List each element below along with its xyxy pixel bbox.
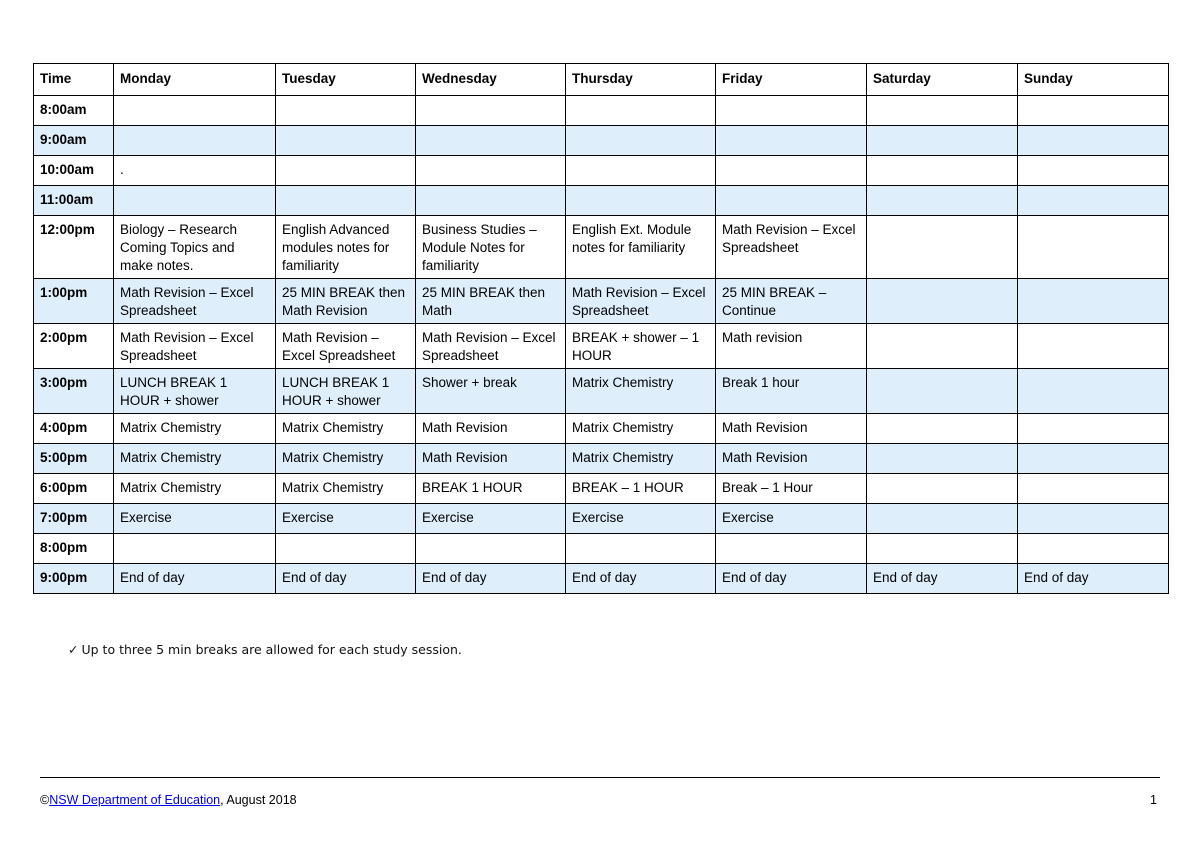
- cell-thursday: Matrix Chemistry: [566, 414, 716, 444]
- cell-thursday: [566, 186, 716, 216]
- cell-friday: Break – 1 Hour: [716, 474, 867, 504]
- cell-monday: [114, 186, 276, 216]
- cell-tuesday: Matrix Chemistry: [276, 414, 416, 444]
- time-cell: 9:00am: [34, 126, 114, 156]
- cell-saturday: [867, 216, 1018, 279]
- cell-friday: [716, 126, 867, 156]
- table-row: [34, 444, 1169, 474]
- cell-friday: Math Revision: [716, 414, 867, 444]
- cell-saturday: [867, 96, 1018, 126]
- cell-thursday: [566, 96, 716, 126]
- cell-friday: [716, 186, 867, 216]
- cell-sunday: [1018, 156, 1169, 186]
- break-note: [68, 642, 462, 657]
- cell-monday: [114, 534, 276, 564]
- page-number: 1: [1150, 793, 1157, 807]
- cell-monday: Exercise: [114, 504, 276, 534]
- table-row: [34, 324, 1169, 369]
- time-cell: 8:00am: [34, 96, 114, 126]
- cell-wednesday: Math Revision: [416, 444, 566, 474]
- cell-tuesday: 25 MIN BREAK then Math Revision: [276, 279, 416, 324]
- cell-wednesday: [416, 156, 566, 186]
- cell-monday: .: [114, 156, 276, 186]
- header-time: Time: [34, 64, 114, 96]
- time-cell: 1:00pm: [34, 279, 114, 324]
- cell-saturday: [867, 474, 1018, 504]
- nsw-department-link[interactable]: NSW Department of Education: [49, 793, 221, 807]
- table-row: [34, 474, 1169, 504]
- time-cell: 5:00pm: [34, 444, 114, 474]
- cell-wednesday: Math Revision: [416, 414, 566, 444]
- cell-friday: Math Revision: [716, 444, 867, 474]
- time-cell: 4:00pm: [34, 414, 114, 444]
- cell-monday: Matrix Chemistry: [114, 414, 276, 444]
- cell-sunday: [1018, 216, 1169, 279]
- cell-saturday: [867, 324, 1018, 369]
- time-cell: 3:00pm: [34, 369, 114, 414]
- cell-wednesday: End of day: [416, 564, 566, 594]
- cell-friday: Math revision: [716, 324, 867, 369]
- cell-thursday: Matrix Chemistry: [566, 444, 716, 474]
- header-monday: Monday: [114, 64, 276, 96]
- cell-wednesday: BREAK 1 HOUR: [416, 474, 566, 504]
- cell-friday: 25 MIN BREAK – Continue: [716, 279, 867, 324]
- header-sunday: Sunday: [1018, 64, 1169, 96]
- cell-saturday: [867, 279, 1018, 324]
- footer-copyright: [40, 793, 297, 807]
- table-row: [34, 564, 1169, 594]
- cell-sunday: [1018, 369, 1169, 414]
- cell-thursday: Matrix Chemistry: [566, 369, 716, 414]
- cell-saturday: [867, 156, 1018, 186]
- cell-monday: Math Revision – Excel Spreadsheet: [114, 279, 276, 324]
- cell-saturday: End of day: [867, 564, 1018, 594]
- cell-wednesday: Math Revision – Excel Spreadsheet: [416, 324, 566, 369]
- cell-friday: Math Revision – Excel Spreadsheet: [716, 216, 867, 279]
- cell-wednesday: 25 MIN BREAK then Math: [416, 279, 566, 324]
- cell-thursday: Math Revision – Excel Spreadsheet: [566, 279, 716, 324]
- checkmark-icon: ✓: [68, 642, 79, 657]
- cell-sunday: [1018, 126, 1169, 156]
- header-row: [34, 64, 1169, 96]
- cell-sunday: [1018, 324, 1169, 369]
- copyright-symbol: ©: [40, 793, 50, 807]
- timetable-body: [34, 96, 1169, 594]
- table-row: [34, 369, 1169, 414]
- cell-sunday: [1018, 279, 1169, 324]
- cell-tuesday: End of day: [276, 564, 416, 594]
- cell-saturday: [867, 504, 1018, 534]
- header-saturday: Saturday: [867, 64, 1018, 96]
- header-thursday: Thursday: [566, 64, 716, 96]
- table-row: [34, 279, 1169, 324]
- cell-monday: LUNCH BREAK 1 HOUR + shower: [114, 369, 276, 414]
- header-friday: Friday: [716, 64, 867, 96]
- cell-sunday: [1018, 414, 1169, 444]
- cell-friday: End of day: [716, 564, 867, 594]
- cell-saturday: [867, 186, 1018, 216]
- cell-friday: [716, 96, 867, 126]
- timetable: [33, 63, 1169, 594]
- time-cell: 12:00pm: [34, 216, 114, 279]
- cell-wednesday: Exercise: [416, 504, 566, 534]
- cell-tuesday: [276, 186, 416, 216]
- cell-friday: [716, 156, 867, 186]
- cell-tuesday: English Advanced modules notes for familiarity: [276, 216, 416, 279]
- time-cell: 8:00pm: [34, 534, 114, 564]
- cell-thursday: English Ext. Module notes for familiarity: [566, 216, 716, 279]
- cell-thursday: [566, 534, 716, 564]
- time-cell: 6:00pm: [34, 474, 114, 504]
- note-text: Up to three 5 min breaks are allowed for each study session.: [81, 642, 462, 657]
- cell-tuesday: Matrix Chemistry: [276, 474, 416, 504]
- table-row: [34, 504, 1169, 534]
- cell-monday: [114, 96, 276, 126]
- time-cell: 11:00am: [34, 186, 114, 216]
- cell-monday: [114, 126, 276, 156]
- cell-tuesday: LUNCH BREAK 1 HOUR + shower: [276, 369, 416, 414]
- cell-sunday: [1018, 96, 1169, 126]
- cell-tuesday: [276, 156, 416, 186]
- cell-monday: Matrix Chemistry: [114, 444, 276, 474]
- cell-friday: [716, 534, 867, 564]
- table-row: [34, 414, 1169, 444]
- cell-wednesday: [416, 96, 566, 126]
- footer-date: , August 2018: [220, 793, 297, 807]
- cell-thursday: [566, 126, 716, 156]
- time-cell: 10:00am: [34, 156, 114, 186]
- table-row: [34, 186, 1169, 216]
- cell-monday: Math Revision – Excel Spreadsheet: [114, 324, 276, 369]
- cell-monday: Matrix Chemistry: [114, 474, 276, 504]
- cell-wednesday: [416, 126, 566, 156]
- time-cell: 7:00pm: [34, 504, 114, 534]
- cell-saturday: [867, 534, 1018, 564]
- cell-wednesday: [416, 186, 566, 216]
- header-wednesday: Wednesday: [416, 64, 566, 96]
- time-cell: 9:00pm: [34, 564, 114, 594]
- cell-friday: Break 1 hour: [716, 369, 867, 414]
- cell-monday: Biology – Research Coming Topics and make notes.: [114, 216, 276, 279]
- cell-tuesday: Math Revision – Excel Spreadsheet: [276, 324, 416, 369]
- header-tuesday: Tuesday: [276, 64, 416, 96]
- cell-friday: Exercise: [716, 504, 867, 534]
- time-cell: 2:00pm: [34, 324, 114, 369]
- cell-thursday: End of day: [566, 564, 716, 594]
- cell-tuesday: [276, 126, 416, 156]
- cell-tuesday: [276, 534, 416, 564]
- cell-thursday: BREAK + shower – 1 HOUR: [566, 324, 716, 369]
- cell-thursday: BREAK – 1 HOUR: [566, 474, 716, 504]
- cell-tuesday: Matrix Chemistry: [276, 444, 416, 474]
- cell-saturday: [867, 126, 1018, 156]
- cell-thursday: Exercise: [566, 504, 716, 534]
- table-row: [34, 96, 1169, 126]
- cell-wednesday: [416, 534, 566, 564]
- cell-saturday: [867, 369, 1018, 414]
- cell-sunday: [1018, 186, 1169, 216]
- table-row: [34, 126, 1169, 156]
- cell-sunday: [1018, 504, 1169, 534]
- table-row: [34, 534, 1169, 564]
- cell-wednesday: Shower + break: [416, 369, 566, 414]
- cell-monday: End of day: [114, 564, 276, 594]
- cell-tuesday: [276, 96, 416, 126]
- cell-sunday: [1018, 534, 1169, 564]
- cell-sunday: [1018, 444, 1169, 474]
- cell-saturday: [867, 414, 1018, 444]
- cell-tuesday: Exercise: [276, 504, 416, 534]
- footer-divider: [40, 777, 1160, 778]
- cell-saturday: [867, 444, 1018, 474]
- table-row: [34, 216, 1169, 279]
- cell-sunday: [1018, 474, 1169, 504]
- cell-wednesday: Business Studies – Module Notes for familiarity: [416, 216, 566, 279]
- cell-sunday: End of day: [1018, 564, 1169, 594]
- cell-thursday: [566, 156, 716, 186]
- table-row: [34, 156, 1169, 186]
